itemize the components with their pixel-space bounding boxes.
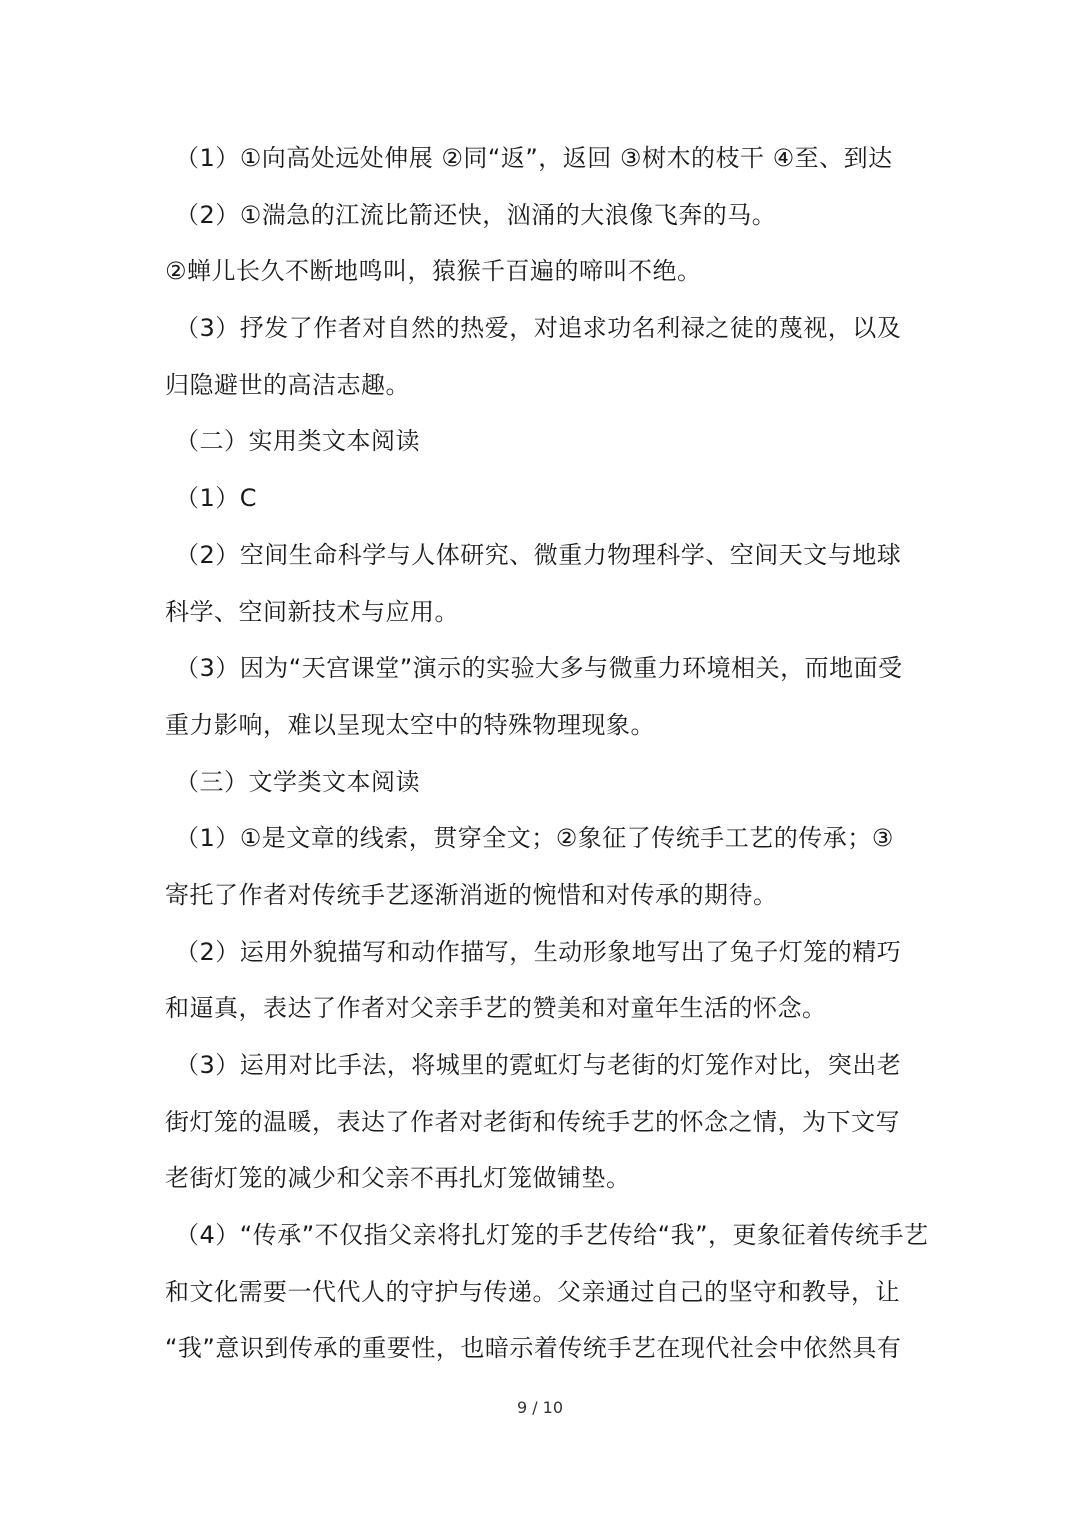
answer-line: “我”意识到传承的重要性，也暗示着传统手艺在现代社会中依然具有	[165, 1334, 902, 1363]
answer-line: 归隐避世的高洁志趣。	[165, 370, 410, 399]
answer-line: （4）“传承”不仅指父亲将扎灯笼的手艺传给“我”，更象征着传统手艺	[175, 1221, 929, 1250]
answer-line: （1）①向高处远处伸展 ②同“返”，返回 ③树木的枝干 ④至、到达	[175, 144, 893, 172]
section-heading: （三）文学类文本阅读	[175, 767, 420, 796]
answer-line: （3）因为“天宫课堂”演示的实验大多与微重力环境相关，而地面受	[175, 654, 903, 683]
answer-line: 和文化需要一代代人的守护与传递。父亲通过自己的坚守和教导，让	[165, 1277, 900, 1306]
answer-line: 重力影响，难以呈现太空中的特殊物理现象。	[165, 710, 655, 739]
answer-line: （1）C	[175, 484, 258, 513]
answer-line: （3）运用对比手法，将城里的霓虹灯与老街的灯笼作对比，突出老	[175, 1051, 902, 1079]
answer-line: （2）①湍急的江流比箭还快，汹涌的大浪像飞奔的马。	[175, 200, 777, 229]
page-number: 9 / 10	[516, 1398, 564, 1417]
answer-line: （2）空间生命科学与人体研究、微重力物理科学、空间天文与地球	[175, 540, 902, 569]
answer-line: 和逼真，表达了作者对父亲手艺的赞美和对童年生活的怀念。	[165, 994, 827, 1023]
answer-line: （2）运用外貌描写和动作描写，生动形象地写出了兔子灯笼的精巧	[175, 937, 902, 966]
answer-line: （3）抒发了作者对自然的热爱，对追求功名利禄之徒的蔑视，以及	[175, 314, 902, 343]
answer-line: （1）①是文章的线索，贯穿全文；②象征了传统手工艺的传承；③	[175, 824, 894, 853]
answer-line: 老街灯笼的减少和父亲不再扎灯笼做铺垫。	[165, 1164, 631, 1193]
section-heading: （二）实用类文本阅读	[175, 427, 420, 456]
answer-line: 科学、空间新技术与应用。	[165, 597, 459, 626]
answer-content	[165, 130, 929, 1377]
answer-line: ②蝉儿长久不断地鸣叫，猿猴千百遍的啼叫不绝。	[165, 257, 702, 286]
answer-line: 寄托了作者对传统手艺逐渐消逝的惋惜和对传承的期待。	[165, 880, 778, 909]
answer-line: 街灯笼的温暖，表达了作者对老街和传统手艺的怀念之情，为下文写	[165, 1107, 900, 1136]
